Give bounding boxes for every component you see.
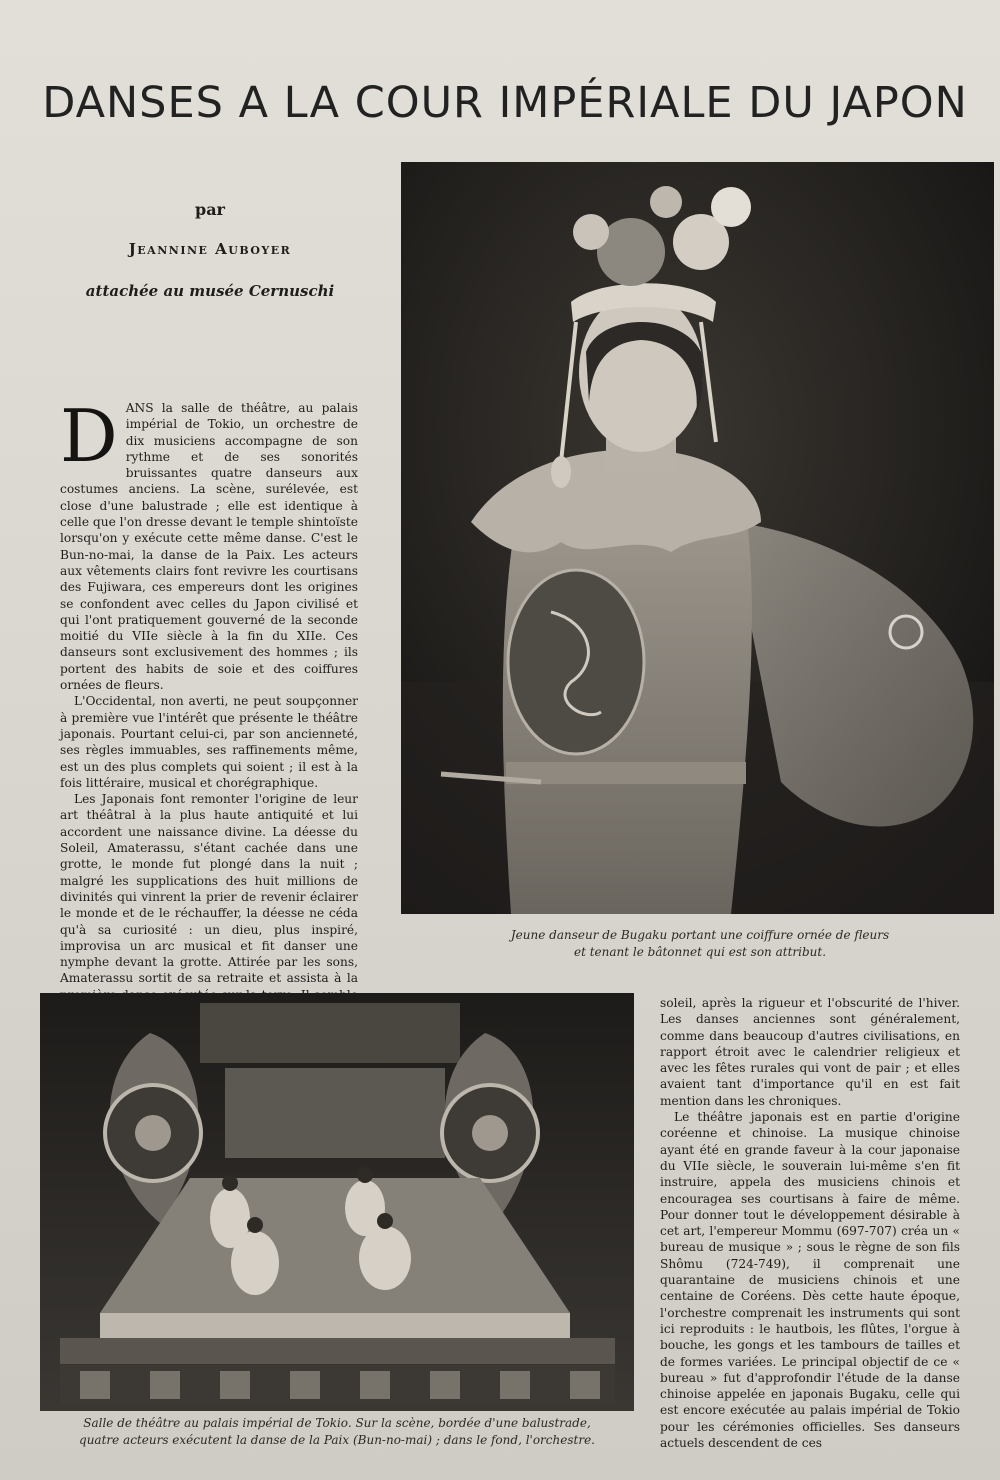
caption-bottom-line-2: quatre acteurs exécutent la danse de la Paix (Bun-no-mai) ; dans le fond, l'orchestre. (79, 1433, 595, 1447)
paragraph: L'Occidental, non averti, ne peut soupçonner à première vue l'intérêt que présente le théâtre japonais. Pourtant celui-ci, par son ancienneté, ses règles immuables, ses raffinements même, est un des plus complets qui soient ; il est à la fois littéraire, musical et chorégraphique. (60, 694, 358, 790)
paragraph: Le théâtre japonais est en partie d'origine coréenne et chinoise. La musique chinoise ayant été en grande faveur à la cour japonaise du VIIe siècle, le souverain lui-même s'en fit instruire, appela des musiciens chinois et encouragea ses courtisans à faire de même. Pour donner tout le développement désirable à cet art, l'empereur Mommu (697-707) créa un « bureau de musique » ; sous le règne de son fils Shômu (724-749), il comprenait une quarantaine de musiciens chinois et une centaine de Coréens. Dès cette haute époque, l'orchestre comprenait les instruments qui sont ici reproduits : le hautbois, les flûtes, l'orgue à bouche, les gongs et les tambours de tailles et de formes variées. Le principal objectif de ce « bureau » fut d'approfondir l'étude de la danse chinoise appelée en japonais Bugaku, celle qui est encore exécutée au palais impérial de Tokio pour les cérémonies officielles. Ses danseurs actuels descendent de ces (660, 1110, 960, 1451)
paragraph: ANS la salle de théâtre, au palais impérial de Tokio, un orchestre de dix musiciens accompagne de son rythme et de ses sonorités bruissantes quatre danseurs aux costumes anciens. La scène, surélevée, est close d'une balustrade ; elle est identique à celle que l'on dresse devant le temple shintoïste lorsqu'on y exécute cette même danse. C'est le Bun-no-mai, la danse de la Paix. Les acteurs aux vêtements clairs font revivre les courtisans des Fujiwara, ces empereurs dont les origines se confondent avec celles du Japon civilisé et qui l'ont pratiquement gouverné de la seconde moitié du VIIe siècle à la fin du XIIe. Ces danseurs sont exclusivement des hommes ; ils portent des habits de soie et des coiffures ornées de fleurs. (60, 401, 358, 693)
article-title: DANSES A LA COUR IMPÉRIALE DU JAPON (42, 78, 968, 128)
byline-par: par (195, 200, 225, 219)
caption-top-line-1: Jeune danseur de Bugaku portant une coiffure ornée de fleurs (510, 928, 890, 942)
theatre-hall-photo (40, 993, 634, 1411)
paragraph: Les Japonais font remonter l'origine de leur art théâtral à la plus haute antiquité et lui accordent une naissance divine. La déesse du Soleil, Amaterassu, s'étant cachée dans une grotte, le monde fut plongé dans la nuit ; malgré les supplications des huit millions de divinités qui vinrent la prier de revenir éclairer le monde et de le réchauffer, la déesse ne céda qu'à sa curiosité : un dieu, plus inspiré, improvisa un arc musical et fit danser une nymphe devant la grotte. Attirée par les sons, Amaterassu sortit de sa retraite et assista à la (60, 792, 358, 986)
article-column-2 (660, 995, 960, 1451)
paragraph: soleil, après la rigueur et l'obscurité de l'hiver. Les danses anciennes sont généralement, comme dans beaucoup d'autres civilisations, en rapport étroit avec le calendrier religieux et avec les fêtes rurales qui vont de pair ; et elles avaient tant d'importance qu'il en est fait mention dans les chroniques. (660, 996, 960, 1108)
author-affiliation: attachée au musée Cernuschi (85, 282, 335, 300)
dancer-portrait-photo (401, 162, 994, 914)
author-name: Jeannine Auboyer (128, 240, 292, 258)
dancer-photo-caption (430, 927, 970, 961)
theatre-photo-caption (40, 1415, 634, 1449)
caption-top-line-2: et tenant le bâtonnet qui est son attribut. (573, 945, 827, 959)
caption-bottom-line-1: Salle de théâtre au palais impérial de Tokio. Sur la scène, bordée d'une balustrade, (83, 1416, 591, 1430)
article-column-1 (60, 394, 358, 986)
drop-cap: D (60, 394, 118, 478)
